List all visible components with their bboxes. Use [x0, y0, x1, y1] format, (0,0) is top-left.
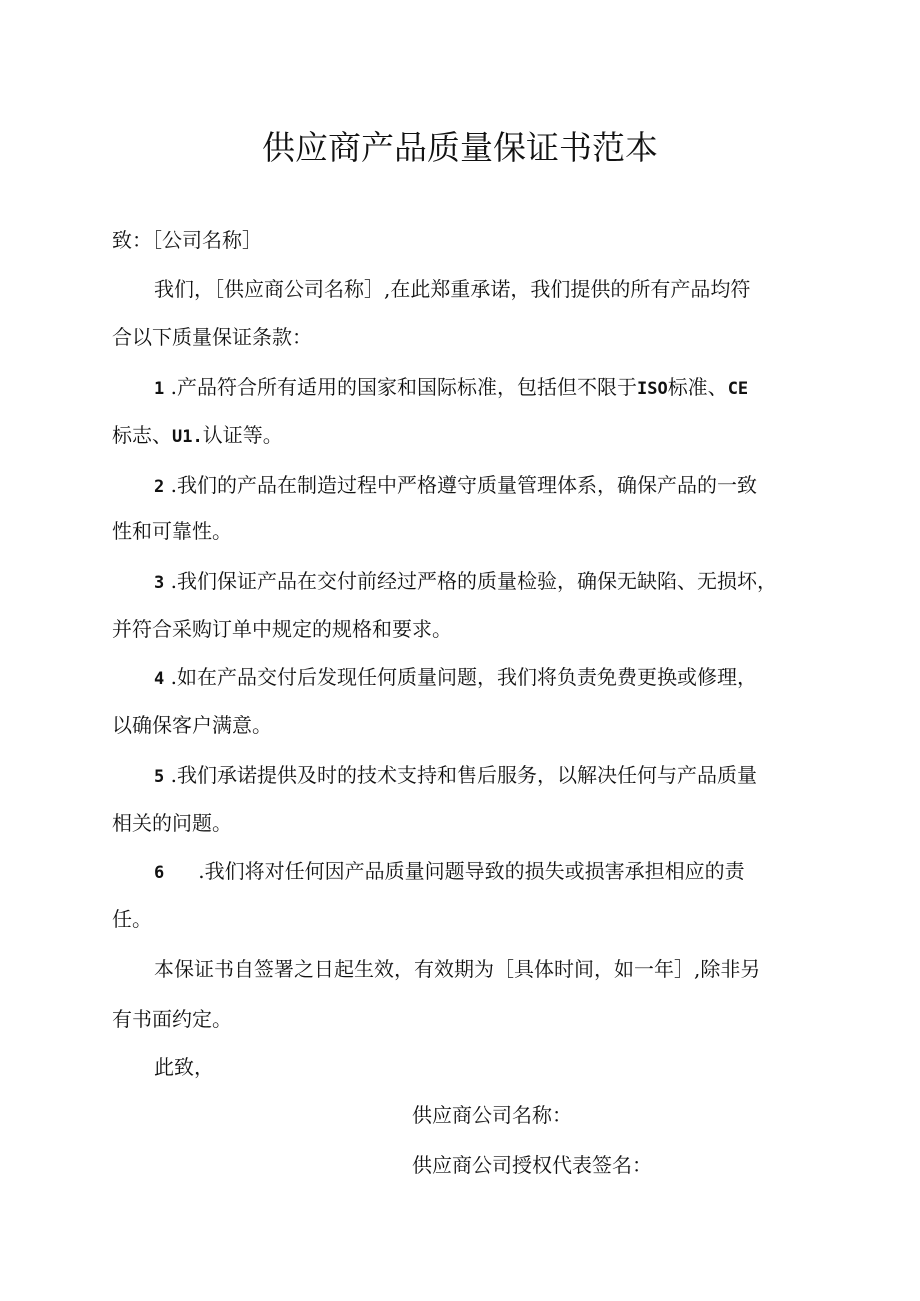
clause-text: .我们将对任何因产品质量问题导致的损失或损害承担相应的责 [198, 859, 745, 883]
supplier-name-label: 供应商公司名称： [412, 1103, 572, 1127]
salutation: 致：［公司名称］ [112, 228, 262, 252]
clause-6-line-2: 任。 [112, 907, 152, 931]
clause-text: .我们保证产品在交付前经过严格的质量检验，确保无缺陷、无损坏， [170, 569, 777, 593]
document-title: 供应商产品质量保证书范本 [262, 128, 658, 167]
clause-4-line-2: 以确保客户满意。 [112, 713, 272, 737]
clause-5-line-2: 相关的问题。 [112, 811, 232, 835]
clause-5-line-1 [154, 760, 854, 792]
clause-2-line-1 [154, 470, 854, 502]
clause-text: .产品符合所有适用的国家和国际标准，包括但不限于 [170, 375, 637, 399]
clause-text: 标准、 [667, 375, 728, 399]
clause-number: 4 [154, 669, 165, 689]
clause-number: 5 [154, 767, 165, 787]
clause-text: .我们承诺提供及时的技术支持和售后服务，以解决任何与产品质量 [170, 763, 757, 787]
intro-line-1: 我们，［供应商公司名称］,在此郑重承诺，我们提供的所有产品均符 [154, 277, 751, 301]
clause-text: .我们的产品在制造过程中严格遵守质量管理体系，确保产品的一致 [170, 473, 757, 497]
closing: 此致， [154, 1055, 214, 1079]
clause-3-line-2: 并符合采购订单中规定的规格和要求。 [112, 617, 452, 641]
validity-line-2: 有书面约定。 [112, 1007, 232, 1031]
clause-number: 3 [154, 573, 165, 593]
clause-3-line-1 [154, 566, 854, 598]
intro-line-2: 合以下质量保证条款： [112, 325, 312, 349]
ce-text: CE [727, 379, 749, 399]
validity-line-1: 本保证书自签署之日起生效，有效期为［具体时间，如一年］,除非另 [154, 957, 761, 981]
clause-number: 1 [154, 379, 165, 399]
representative-signature-label: 供应商公司授权代表签名： [412, 1153, 652, 1177]
clause-number: 6 [154, 863, 165, 883]
clause-6-line-1 [154, 856, 854, 888]
clause-text: .如在产品交付后发现任何质量问题，我们将负责免费更换或修理， [170, 665, 757, 689]
clause-4-line-1 [154, 662, 854, 694]
iso-text: ISO [636, 379, 668, 399]
clause-number: 2 [154, 477, 165, 497]
clause-1-line-2 [112, 420, 812, 452]
clause-text: 标志、 [112, 423, 172, 447]
clause-text: 认证等。 [202, 423, 283, 447]
ul-text: U1. [172, 427, 203, 447]
clause-1-line-1 [154, 372, 854, 404]
clause-2-line-2: 性和可靠性。 [112, 519, 232, 543]
